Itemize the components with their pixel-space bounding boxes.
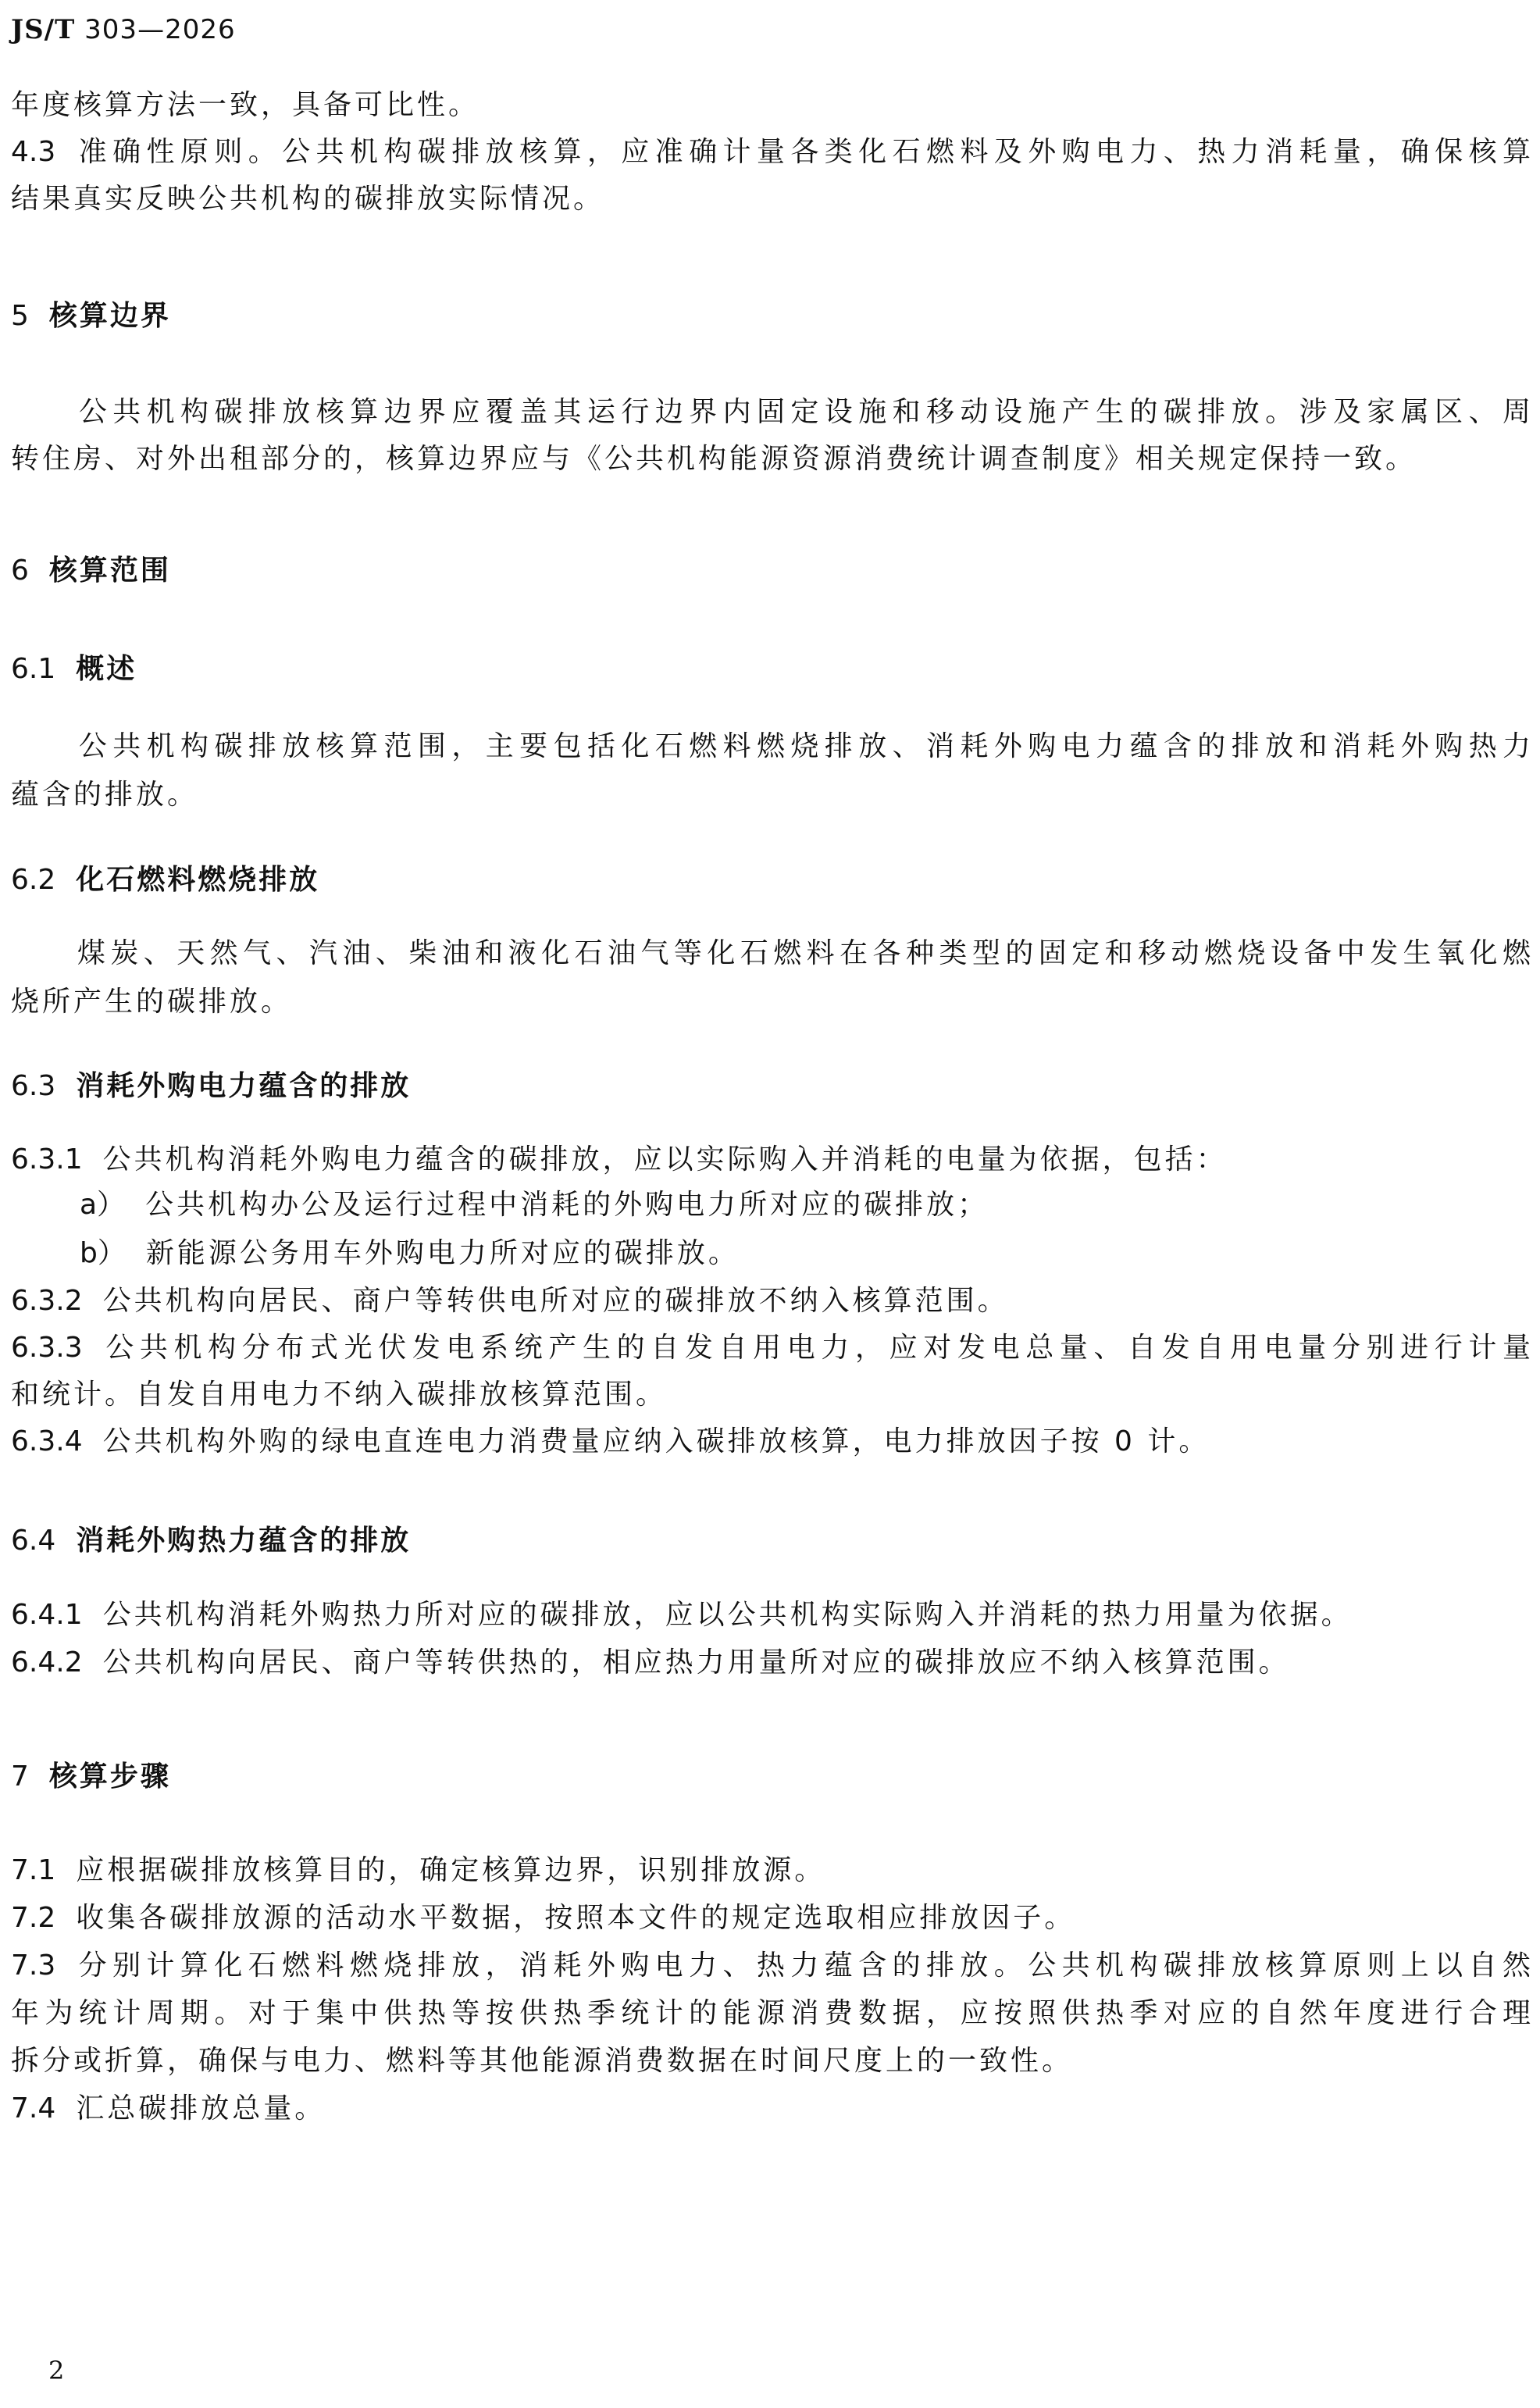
section-heading-6-1: 6.1 概述 [11,651,1534,687]
clause-7-4: 7.4 汇总碳排放总量。 [11,2091,1534,2127]
section-number: 6.4 [11,1525,56,1557]
section-heading-5: 5 核算边界 [11,298,1534,334]
section-number: 6 [11,555,29,587]
section-number: 6.1 [11,653,56,685]
clause-6-3-1: 6.3.1 公共机构消耗外购电力蕴含的碳排放，应以实际购入并消耗的电量为依据，包括： [11,1142,1534,1178]
paragraph-line: 烧所产生的碳排放。 [11,986,293,1018]
clause-number: 6.3.4 [11,1425,83,1457]
clause-number: 6.3.2 [11,1285,83,1317]
clause-number: 7.2 [11,1902,56,1934]
section-heading-6-3: 6.3 消耗外购电力蕴含的排放 [11,1068,1534,1104]
section-heading-6-4: 6.4 消耗外购热力蕴含的排放 [11,1523,1534,1559]
clause-6-3-2: 6.3.2 公共机构向居民、商户等转供电所对应的碳排放不纳入核算范围。 [11,1283,1534,1319]
clause-7-1: 7.1 应根据碳排放核算目的，确定核算边界，识别排放源。 [11,1853,1534,1889]
clause-number: 7.3 [11,1950,56,1982]
list-marker: a） [80,1189,126,1221]
section-heading-6: 6 核算范围 [11,553,1534,589]
paragraph-line: 蕴含的排放。 [11,779,199,811]
clause-7-2: 7.2 收集各碳排放源的活动水平数据，按照本文件的规定选取相应排放因子。 [11,1900,1534,1936]
clause-7-3: 7.3 分别计算化石燃料燃烧排放，消耗外购电力、热力蕴含的排放。公共机构碳排放核算原则上以自然 [11,1948,1534,1984]
standard-code-number: 303—2026 [84,14,236,45]
paragraph-line: 公共机构碳排放核算范围，主要包括化石燃料燃烧排放、消耗外购电力蕴含的排放和消耗外购热力 [11,730,1534,762]
section-number: 6.2 [11,864,56,896]
clause-6-3-4: 6.3.4 公共机构外购的绿电直连电力消费量应纳入碳排放核算，电力排放因子按 0 计。 [11,1424,1534,1460]
page-number: 2 [48,2356,65,2385]
standard-code [11,14,236,45]
list-marker: b） [80,1237,126,1269]
paragraph-line: 和统计。自发自用电力不纳入碳排放核算范围。 [11,1379,668,1411]
clause-number: 6.4.2 [11,1646,83,1678]
paragraph-line: 煤炭、天然气、汽油、柴油和液化石油气等化石燃料在各种类型的固定和移动燃烧设备中发生氧化燃 [11,937,1534,969]
clause-number: 6.3.1 [11,1143,83,1175]
clause-number: 7.1 [11,1854,56,1886]
paragraph-line: 拆分或折算，确保与电力、燃料等其他能源消费数据在时间尺度上的一致性。 [11,2045,1074,2077]
section-heading-7: 7 核算步骤 [11,1759,1534,1795]
paragraph-line: 转住房、对外出租部分的，核算边界应与《公共机构能源资源消费统计调查制度》相关规定保持一致。 [11,443,1417,475]
clause-number: 6.4.1 [11,1599,83,1631]
clause-6-3-3: 6.3.3 公共机构分布式光伏发电系统产生的自发自用电力，应对发电总量、自发自用电量分别进行计量 [11,1330,1534,1366]
clause-number: 4.3 [11,136,56,168]
clause-number: 6.3.3 [11,1332,83,1364]
paragraph-line: 年为统计周期。对于集中供热等按供热季统计的能源消费数据，应按照供热季对应的自然年度进行合理 [11,1997,1534,2029]
list-item-b: b） 新能源公务用车外购电力所对应的碳排放。 [80,1236,1534,1272]
paragraph-line: 公共机构碳排放核算边界应覆盖其运行边界内固定设施和移动设施产生的碳排放。涉及家属区、周 [11,396,1534,428]
list-item-a: a） 公共机构办公及运行过程中消耗的外购电力所对应的碳排放； [80,1187,1534,1223]
clause-6-4-1: 6.4.1 公共机构消耗外购热力所对应的碳排放，应以公共机构实际购入并消耗的热力用量为依据。 [11,1597,1534,1633]
paragraph-line: 年度核算方法一致，具备可比性。 [11,89,480,121]
clause-4-3: 4.3 准确性原则。公共机构碳排放核算，应准确计量各类化石燃料及外购电力、热力消耗量，确保核算 [11,134,1534,170]
section-number: 6.3 [11,1070,56,1102]
clause-6-4-2: 6.4.2 公共机构向居民、商户等转供热的，相应热力用量所对应的碳排放应不纳入核算范围。 [11,1645,1534,1681]
section-number: 7 [11,1761,29,1793]
clause-number: 7.4 [11,2092,56,2124]
section-number: 5 [11,300,29,332]
section-heading-6-2: 6.2 化石燃料燃烧排放 [11,862,1534,898]
paragraph-line: 结果真实反映公共机构的碳排放实际情况。 [11,183,605,215]
standard-code-prefix: JS/T [11,14,76,45]
